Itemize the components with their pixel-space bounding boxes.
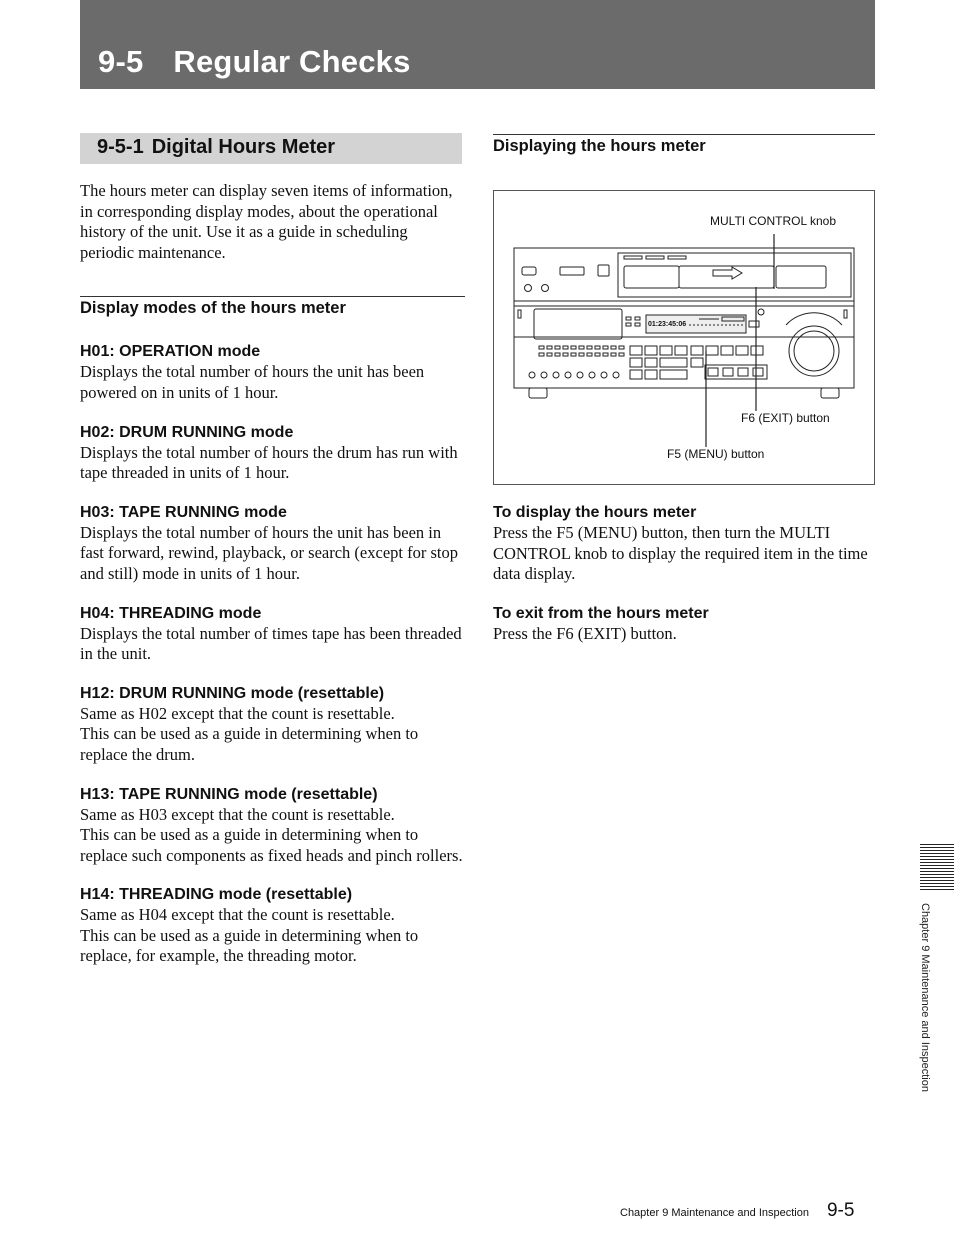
mode-title: H12: DRUM RUNNING mode (resettable) [80, 684, 385, 702]
section-banner [80, 0, 875, 89]
to-exit-title: To exit from the hours meter [493, 604, 709, 622]
mode-text: Same as H02 except that the count is resettable. [80, 703, 395, 723]
mode-item-h03 [80, 503, 465, 585]
mode-text-detail: This can be used as a guide in determining when to replace, for example, the threading motor. [80, 925, 419, 966]
right-foot [821, 388, 839, 398]
mode-text: Displays the total number of times tape has been threaded in the unit. [80, 623, 462, 664]
page-number: 9-5 [826, 1200, 855, 1221]
mode-item-h02 [80, 423, 465, 484]
page-title [98, 44, 411, 80]
to-exit-block [493, 604, 875, 645]
mode-item-h12 [80, 684, 465, 766]
section-title: Regular Checks [173, 44, 411, 79]
timecode-readout: 01:23:45:06 [648, 321, 687, 328]
mode-text-detail: This can be used as a guide in determining when to replace such components as fixed heads and pinch rollers. [80, 825, 463, 865]
to-exit-text: Press the F6 (EXIT) button. [493, 623, 677, 643]
intro-paragraph: The hours meter can display seven items of information, in corresponding display modes, about the operational history of the unit. Use it as a guide in scheduling periodic maintenance. [80, 181, 453, 262]
function-buttons [630, 346, 763, 379]
subsection-title-text: Digital Hours Meter [151, 136, 336, 158]
vtr-illustration [494, 191, 874, 484]
knob-row [529, 372, 619, 378]
mode-item-h01 [80, 342, 465, 403]
mode-title: H14: THREADING mode (resettable) [80, 886, 353, 904]
footer-chapter: Chapter 9 Maintenance and Inspection [620, 1207, 809, 1219]
callout-f6-exit-button: F6 (EXIT) button [741, 411, 830, 425]
mode-text-detail: This can be used as a guide in determining when to replace the drum. [80, 724, 419, 764]
f6-exit-button [736, 346, 748, 355]
instructions [493, 503, 875, 663]
mode-title: H04: THREADING mode [80, 604, 262, 622]
subsection-title [97, 136, 335, 159]
modes-heading: Display modes of the hours meter [80, 296, 465, 318]
mode-text: Same as H04 except that the count is resettable. [80, 905, 395, 925]
chapter-tab-marker [920, 844, 954, 892]
mode-title: H03: TAPE RUNNING mode [80, 503, 287, 521]
mode-text: Displays the total number of hours the unit has been powered on in units of 1 hour. [80, 362, 425, 402]
mode-item-h13 [80, 785, 465, 867]
right-column [493, 134, 875, 156]
cassette-slot [679, 266, 774, 288]
mode-title: H01: OPERATION mode [80, 343, 261, 361]
mode-item-h04 [80, 604, 465, 665]
mode-text: Displays the total number of hours the drum has run with tape threaded in units of 1 hour. [80, 442, 458, 483]
side-chapter-label: Chapter 9 Maintenance and Inspection [919, 903, 931, 1092]
mode-text: Same as H03 except that the count is resettable. [80, 804, 395, 824]
left-foot [529, 388, 547, 398]
to-display-title: To display the hours meter [493, 504, 697, 521]
to-display-text: Press the F5 (MENU) button, then turn the MULTI CONTROL knob to display the required item in the time data display. [493, 523, 868, 584]
modes-list [80, 342, 465, 967]
callout-f5-menu-button: F5 (MENU) button [667, 447, 765, 461]
page-footer [620, 1200, 854, 1222]
indicator-led [758, 309, 764, 315]
jog-shuttle-dial [789, 326, 839, 376]
callout-multi-control-knob: MULTI CONTROL knob [710, 214, 837, 228]
section-number: 9-5 [98, 44, 144, 79]
subsection-heading [80, 133, 462, 164]
small-button-row [539, 346, 624, 356]
mode-title: H13: TAPE RUNNING mode (resettable) [80, 785, 378, 803]
left-column [80, 181, 465, 986]
f5-menu-button [706, 346, 718, 355]
mode-item-h14 [80, 885, 465, 967]
mode-text: Displays the total number of hours the unit has been in fast forward, rewind, playback, or search (except for stop and still) mode in units of 1 hour. [80, 522, 458, 583]
vtr-front-panel-figure [493, 190, 875, 485]
display-window [534, 309, 622, 339]
mode-title: H02: DRUM RUNNING mode [80, 423, 294, 441]
to-display-block [493, 503, 875, 585]
display-heading: Displaying the hours meter [493, 134, 875, 156]
insert-arrow [713, 267, 742, 279]
subsection-number: 9-5-1 [97, 136, 144, 158]
